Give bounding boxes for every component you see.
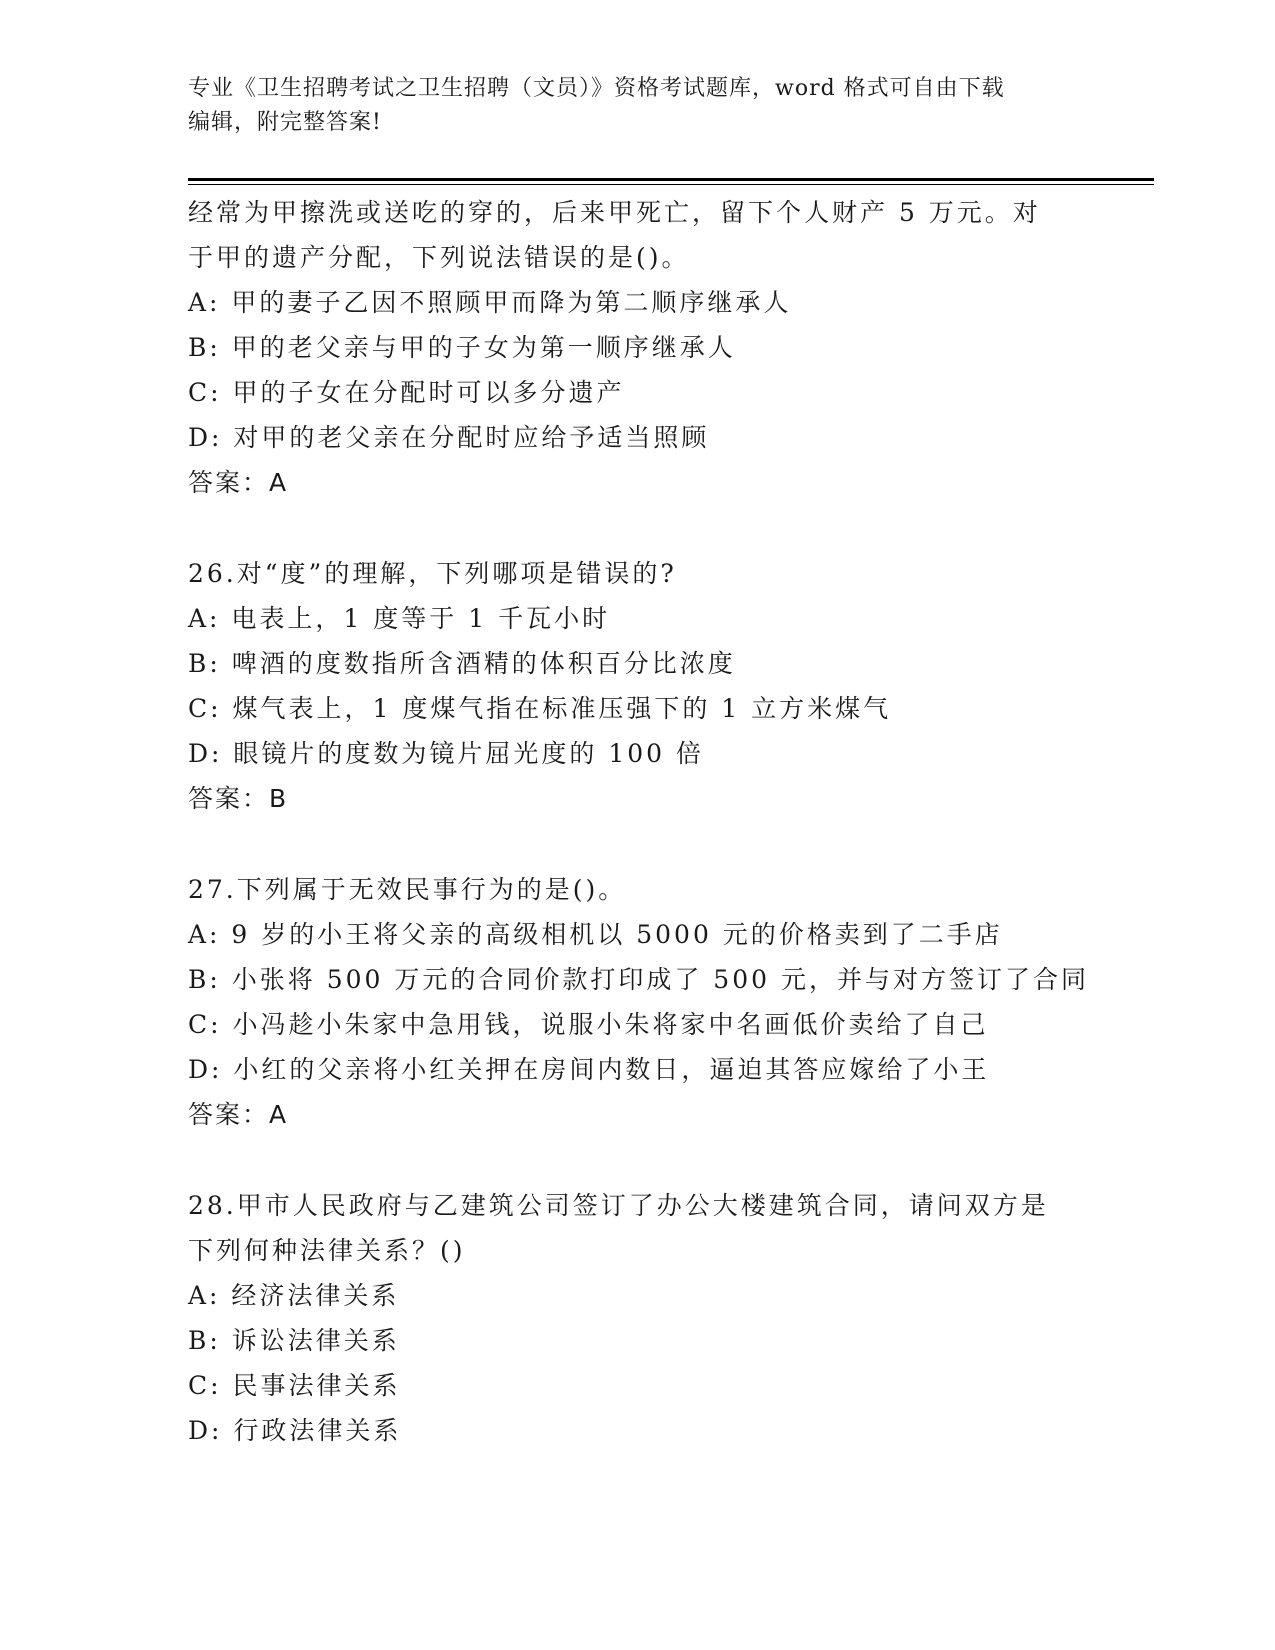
spacer [188,821,1148,867]
question-28-option-a: A: 经济法律关系 [188,1281,400,1310]
question-26-option-a: A: 电表上，1 度等于 1 千瓦小时 [188,604,611,633]
question-25-option-c: C: 甲的子女在分配时可以多分遗产 [188,378,625,407]
question-28-stem-line-2: 下列何种法律关系？() [188,1236,466,1265]
question-28 [188,1183,1148,1453]
question-25-answer: 答案：A [188,468,289,497]
question-25-stem-line-1: 经常为甲擦洗或送吃的穿的，后来甲死亡，留下个人财产 5 万元。对 [188,198,1041,227]
spacer [188,505,1148,551]
question-26-option-b: B: 啤酒的度数指所含酒精的体积百分比浓度 [188,649,736,678]
question-28-option-c: C: 民事法律关系 [188,1371,401,1400]
question-27 [188,867,1148,1137]
question-content [188,190,1148,1453]
question-28-option-d: D: 行政法律关系 [188,1416,402,1445]
header-line-1: 专业《卫生招聘考试之卫生招聘（文员）》资格考试题库，word 格式可自由下载 [188,76,1005,101]
header-line-2: 编辑，附完整答案! [188,110,382,135]
header-rule-thin [188,184,1154,185]
question-27-stem: 27.下列属于无效民事行为的是()。 [188,875,627,904]
question-25-stem-line-2: 于甲的遗产分配，下列说法错误的是()。 [188,243,690,272]
question-28-option-b: B: 诉讼法律关系 [188,1326,400,1355]
question-25-option-b: B: 甲的老父亲与甲的子女为第一顺序继承人 [188,333,736,362]
question-25-option-a: A: 甲的妻子乙因不照顾甲而降为第二顺序继承人 [188,288,792,317]
page-header [188,72,1088,140]
question-27-option-c: C: 小冯趁小朱家中急用钱，说服小朱将家中名画低价卖给了自己 [188,1010,989,1039]
question-25 [188,190,1148,505]
question-25-option-d: D: 对甲的老父亲在分配时应给予适当照顾 [188,423,710,452]
spacer [188,1137,1148,1183]
question-27-option-b: B: 小张将 500 万元的合同价款打印成了 500 元，并与对方签订了合同 [188,965,1089,994]
question-28-stem-line-1: 28.甲市人民政府与乙建筑公司签订了办公大楼建筑合同，请问双方是 [188,1191,1049,1220]
question-27-option-a: A: 9 岁的小王将父亲的高级相机以 5000 元的价格卖到了二手店 [188,920,1003,949]
question-26-answer: 答案：B [188,784,289,813]
question-27-answer: 答案：A [188,1100,289,1129]
header-rule-thick [188,178,1154,181]
question-26 [188,551,1148,821]
question-26-option-d: D: 眼镜片的度数为镜片屈光度的 100 倍 [188,739,705,768]
question-26-option-c: C: 煤气表上，1 度煤气指在标准压强下的 1 立方米煤气 [188,694,892,723]
question-27-option-d: D: 小红的父亲将小红关押在房间内数日，逼迫其答应嫁给了小王 [188,1055,990,1084]
question-26-stem: 26.对“度”的理解，下列哪项是错误的? [188,559,677,588]
